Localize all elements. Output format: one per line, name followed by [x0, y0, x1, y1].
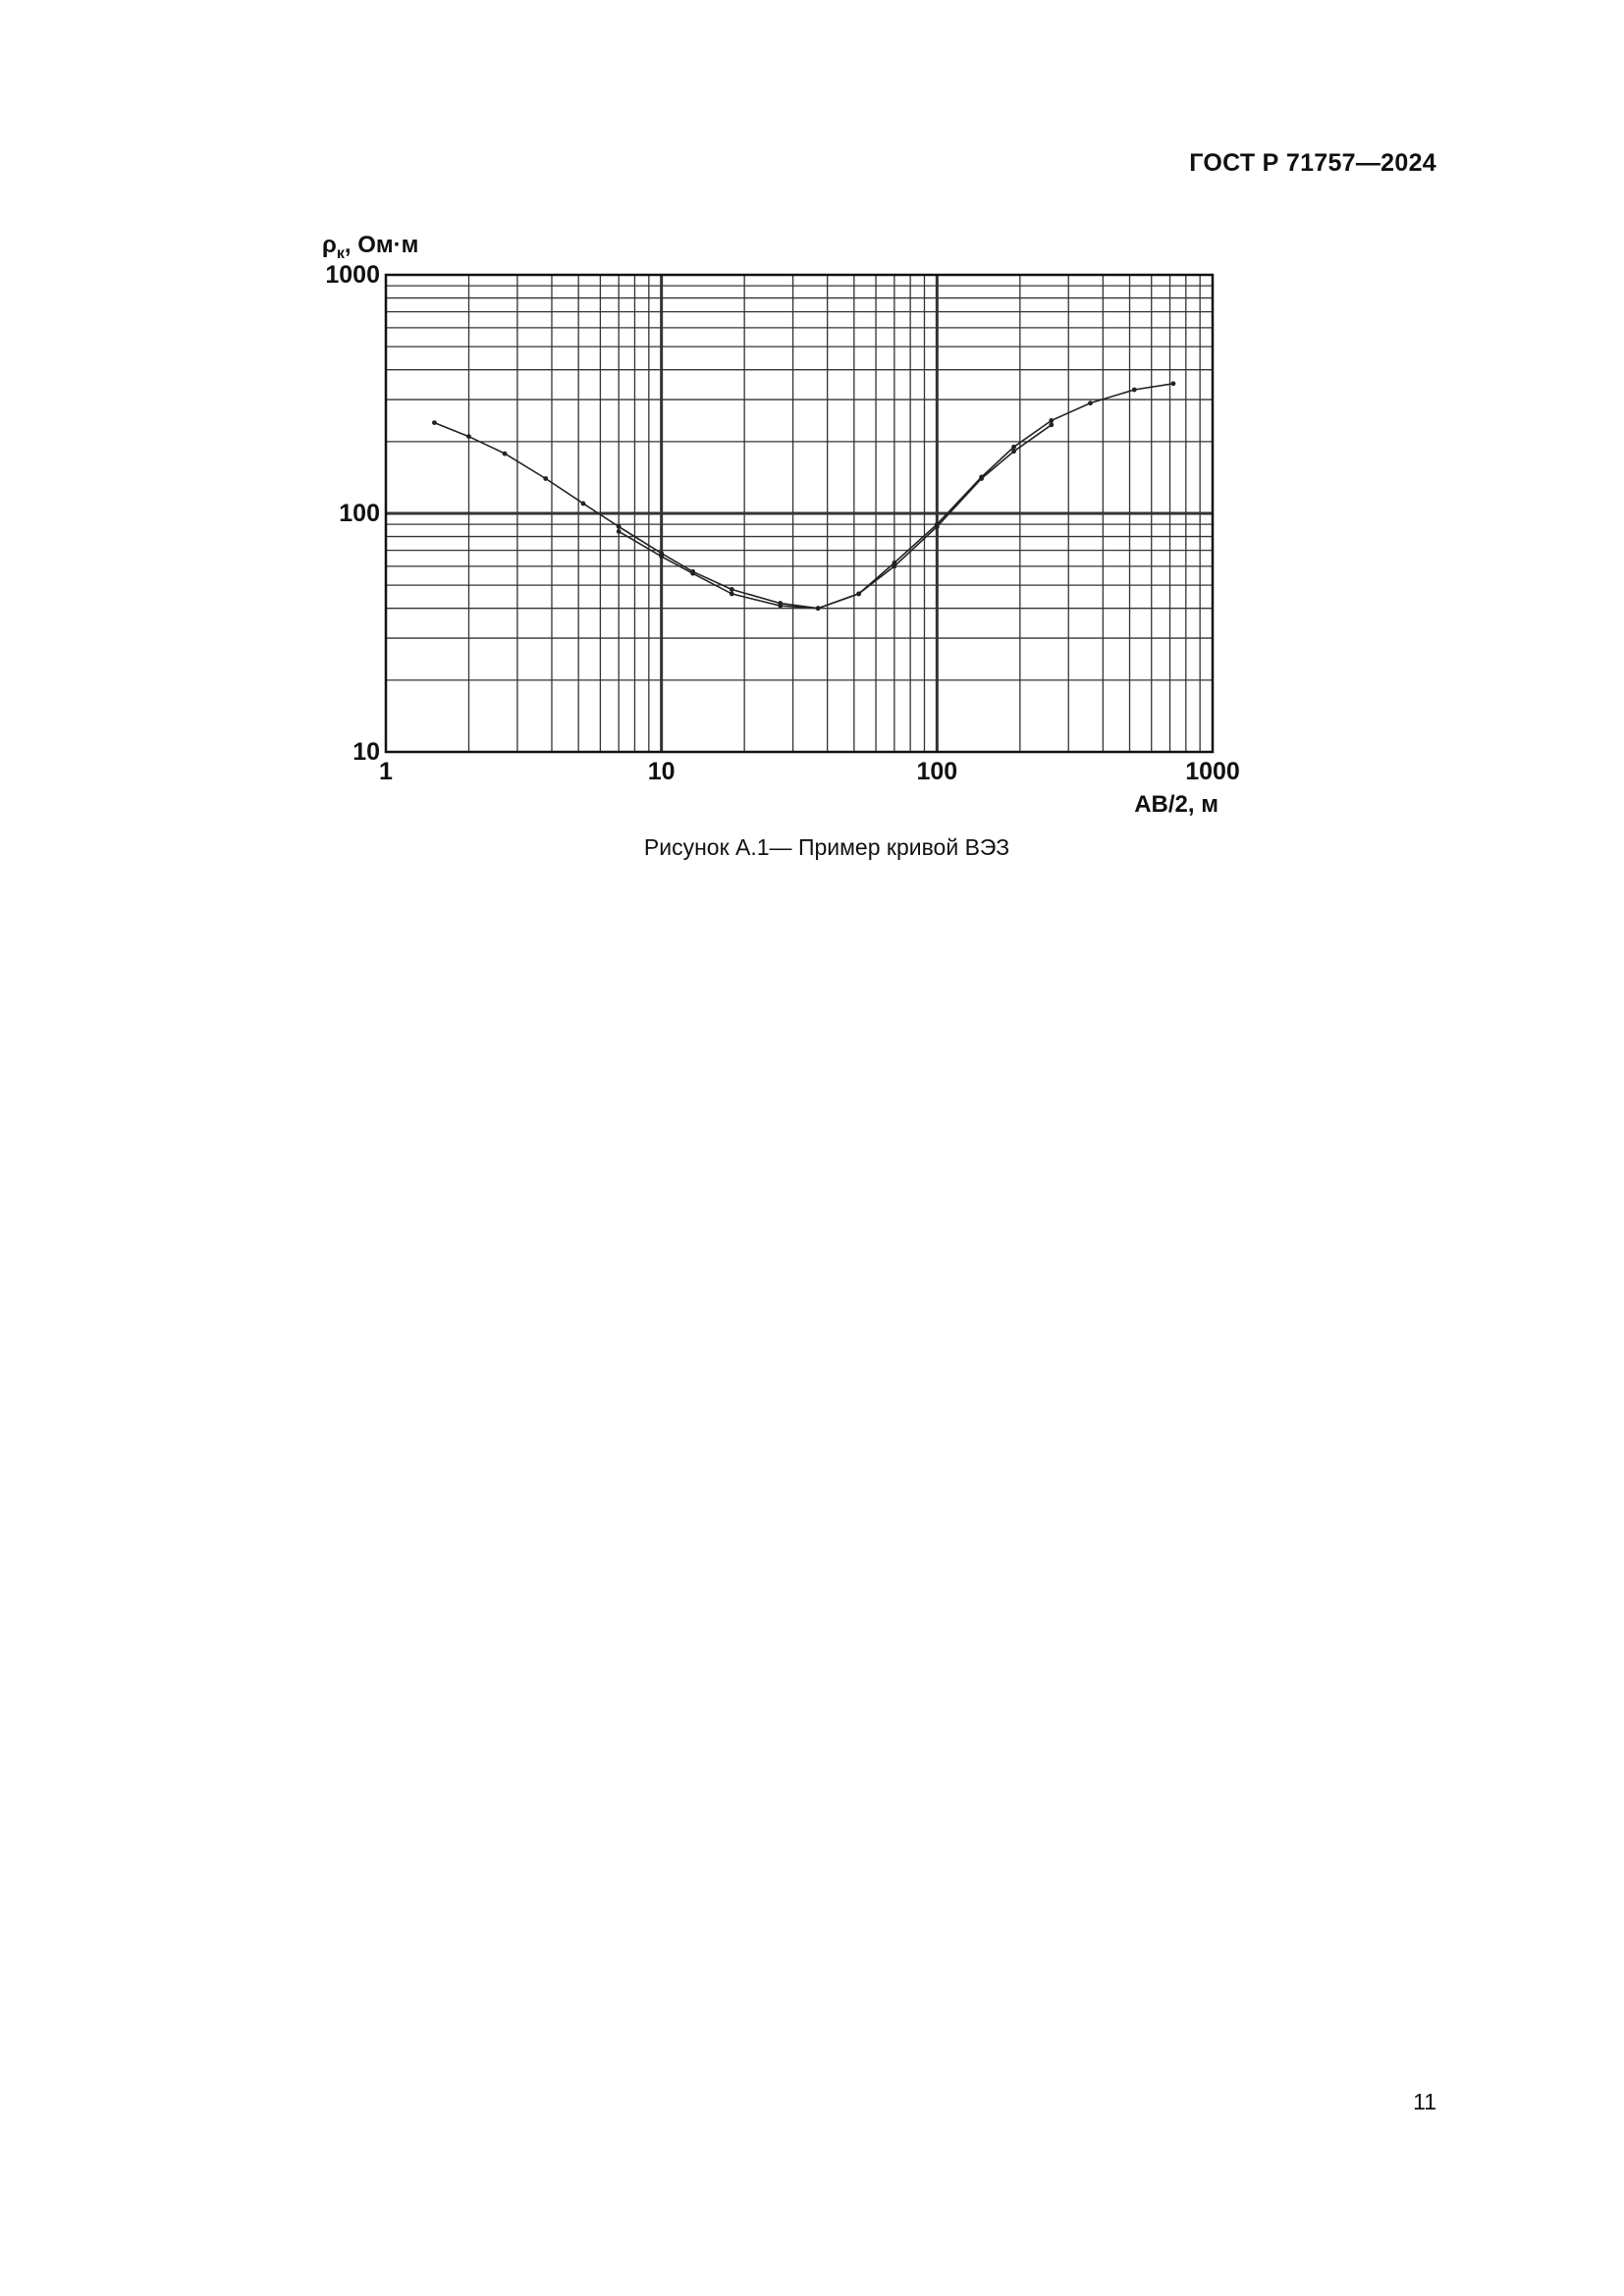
- data-point: [1049, 422, 1054, 427]
- data-point: [1132, 388, 1137, 393]
- data-point: [778, 604, 783, 609]
- data-point: [892, 564, 896, 569]
- data-point: [1011, 445, 1016, 450]
- data-point: [581, 502, 586, 507]
- data-point: [503, 452, 508, 456]
- y-axis-label: [322, 232, 418, 262]
- x-tick-label: 100: [916, 758, 958, 785]
- ves-curve-chart: [0, 0, 1624, 913]
- data-point: [466, 434, 471, 439]
- y-tick-label: 10: [352, 738, 380, 766]
- y-tick-label: 100: [339, 500, 380, 527]
- data-point: [617, 524, 622, 529]
- y-tick-label: 1000: [325, 261, 380, 289]
- x-tick-label: 10: [647, 758, 676, 785]
- data-point: [543, 476, 548, 481]
- data-point: [730, 592, 734, 597]
- document-header: ГОСТ Р 71757—2024: [1189, 149, 1436, 177]
- figure: [0, 0, 1624, 913]
- data-point: [1171, 381, 1176, 386]
- data-series: [432, 381, 1175, 611]
- y-axis-label-subscript: к: [336, 245, 345, 262]
- data-point: [816, 606, 821, 611]
- data-point: [1049, 418, 1054, 423]
- data-point: [979, 476, 984, 481]
- page-number: 11: [1413, 2089, 1436, 2114]
- data-point: [659, 554, 664, 559]
- data-point: [432, 420, 437, 425]
- series-line-1: [434, 384, 1173, 609]
- x-tick-label: 1: [379, 758, 393, 785]
- y-axis-label-symbol: ρ: [322, 232, 337, 258]
- x-tick-label: 1000: [1185, 758, 1240, 785]
- data-point: [730, 587, 734, 592]
- data-point: [856, 592, 861, 597]
- series-line-2: [619, 425, 1052, 609]
- data-point: [935, 524, 940, 529]
- x-axis-label: AB/2, м: [1134, 791, 1218, 818]
- figure-caption: Рисунок А.1— Пример кривой ВЭЗ: [643, 834, 1010, 860]
- data-point: [1011, 449, 1016, 454]
- y-axis-label-unit: , Ом·м: [344, 232, 419, 258]
- data-point: [690, 571, 695, 576]
- chart-grid: [386, 275, 1213, 752]
- data-point: [617, 529, 622, 534]
- data-point: [1088, 400, 1093, 405]
